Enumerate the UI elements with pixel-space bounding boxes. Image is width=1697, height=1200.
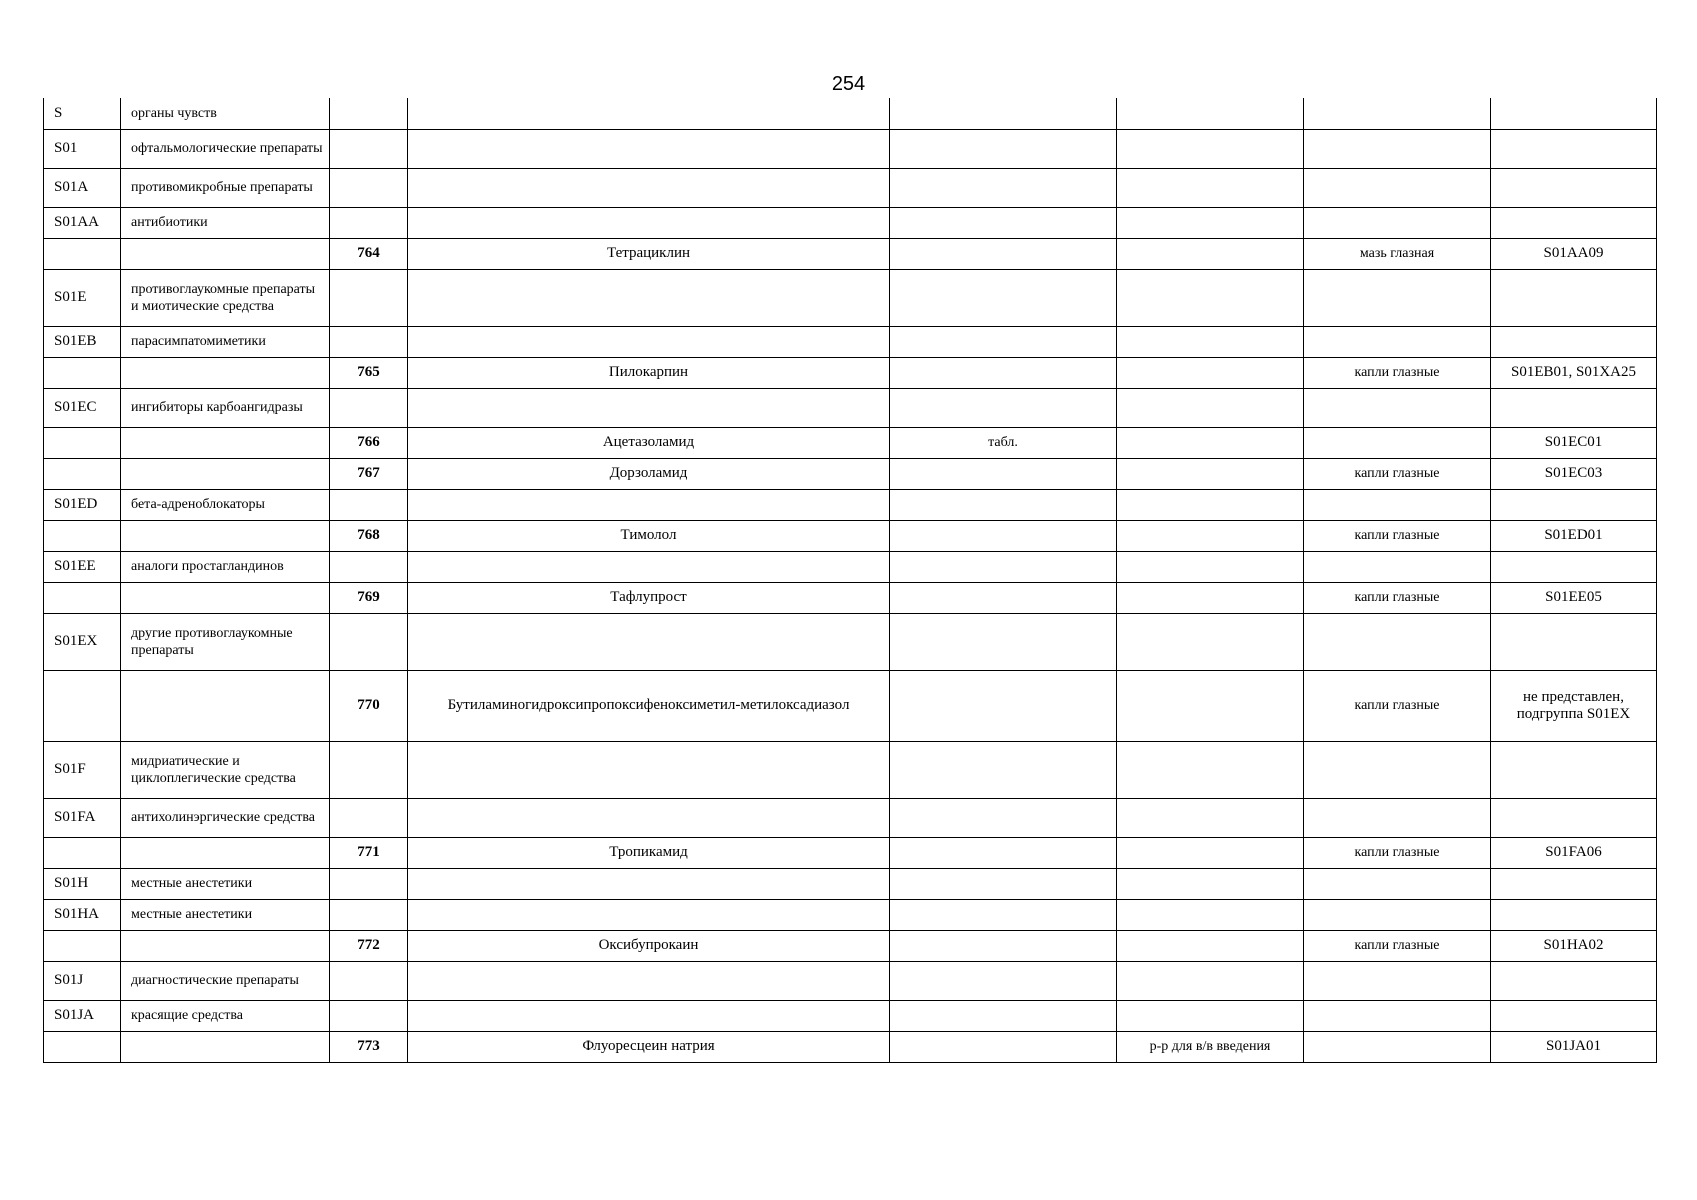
atc-code-cell: S01JA bbox=[44, 1000, 121, 1031]
form-tablets-cell bbox=[890, 837, 1117, 868]
item-number-cell bbox=[330, 326, 408, 357]
form-injection-cell bbox=[1117, 961, 1304, 1000]
atc-reference-cell: не представлен, подгруппа S01EX bbox=[1491, 670, 1657, 741]
drug-name-cell: Пилокарпин bbox=[408, 357, 890, 388]
group-name-cell bbox=[121, 1031, 330, 1062]
form-other-cell bbox=[1304, 899, 1491, 930]
form-injection-cell bbox=[1117, 1000, 1304, 1031]
form-other-cell bbox=[1304, 427, 1491, 458]
table-body bbox=[44, 98, 1657, 1062]
form-tablets-cell bbox=[890, 357, 1117, 388]
form-tablets-cell bbox=[890, 868, 1117, 899]
form-other-cell bbox=[1304, 868, 1491, 899]
group-row bbox=[44, 613, 1657, 670]
atc-reference-cell: S01JA01 bbox=[1491, 1031, 1657, 1062]
form-tablets-cell bbox=[890, 269, 1117, 326]
item-number-cell bbox=[330, 868, 408, 899]
atc-code-cell: S01EX bbox=[44, 613, 121, 670]
form-other-cell bbox=[1304, 269, 1491, 326]
atc-code-cell: S01F bbox=[44, 741, 121, 798]
form-injection-cell bbox=[1117, 388, 1304, 427]
atc-reference-cell bbox=[1491, 551, 1657, 582]
form-other-cell bbox=[1304, 207, 1491, 238]
form-injection-cell bbox=[1117, 613, 1304, 670]
group-row bbox=[44, 269, 1657, 326]
group-name-cell: противоглаукомные препараты и миотические средства bbox=[121, 269, 330, 326]
atc-code-cell: S01AA bbox=[44, 207, 121, 238]
atc-reference-cell bbox=[1491, 489, 1657, 520]
form-injection-cell bbox=[1117, 207, 1304, 238]
drug-name-cell bbox=[408, 168, 890, 207]
form-tablets-cell bbox=[890, 489, 1117, 520]
group-name-cell bbox=[121, 670, 330, 741]
atc-reference-cell bbox=[1491, 326, 1657, 357]
form-injection-cell bbox=[1117, 551, 1304, 582]
drug-row bbox=[44, 837, 1657, 868]
form-tablets-cell bbox=[890, 551, 1117, 582]
form-tablets-cell bbox=[890, 238, 1117, 269]
drug-name-cell bbox=[408, 741, 890, 798]
drug-name-cell: Бутиламиногидроксипропоксифеноксиметил-метилоксадиазол bbox=[408, 670, 890, 741]
atc-code-cell: S01ED bbox=[44, 489, 121, 520]
item-number-cell: 769 bbox=[330, 582, 408, 613]
item-number-cell bbox=[330, 489, 408, 520]
drug-row bbox=[44, 1031, 1657, 1062]
atc-reference-cell bbox=[1491, 868, 1657, 899]
group-name-cell bbox=[121, 837, 330, 868]
atc-reference-cell: S01FA06 bbox=[1491, 837, 1657, 868]
form-injection-cell bbox=[1117, 670, 1304, 741]
item-number-cell bbox=[330, 899, 408, 930]
form-tablets-cell bbox=[890, 930, 1117, 961]
form-tablets-cell bbox=[890, 798, 1117, 837]
atc-code-cell bbox=[44, 238, 121, 269]
form-tablets-cell bbox=[890, 129, 1117, 168]
form-tablets-cell bbox=[890, 458, 1117, 489]
form-injection-cell bbox=[1117, 357, 1304, 388]
atc-code-cell bbox=[44, 1031, 121, 1062]
form-other-cell: капли глазные bbox=[1304, 520, 1491, 551]
group-name-cell bbox=[121, 520, 330, 551]
form-tablets-cell bbox=[890, 1031, 1117, 1062]
atc-code-cell: S bbox=[44, 98, 121, 129]
drug-name-cell bbox=[408, 388, 890, 427]
item-number-cell bbox=[330, 207, 408, 238]
form-other-cell bbox=[1304, 1031, 1491, 1062]
atc-reference-cell bbox=[1491, 269, 1657, 326]
group-row bbox=[44, 129, 1657, 168]
form-other-cell bbox=[1304, 961, 1491, 1000]
form-injection-cell bbox=[1117, 238, 1304, 269]
form-injection-cell bbox=[1117, 899, 1304, 930]
atc-code-cell bbox=[44, 458, 121, 489]
group-name-cell bbox=[121, 458, 330, 489]
form-injection-cell bbox=[1117, 129, 1304, 168]
atc-reference-cell: S01EB01, S01XA25 bbox=[1491, 357, 1657, 388]
drug-row bbox=[44, 520, 1657, 551]
atc-code-cell: S01A bbox=[44, 168, 121, 207]
atc-code-cell: S01EB bbox=[44, 326, 121, 357]
form-injection-cell bbox=[1117, 427, 1304, 458]
drug-name-cell: Ацетазоламид bbox=[408, 427, 890, 458]
drug-row bbox=[44, 582, 1657, 613]
group-name-cell bbox=[121, 238, 330, 269]
form-other-cell: капли глазные bbox=[1304, 670, 1491, 741]
atc-code-cell bbox=[44, 837, 121, 868]
drug-classification-table bbox=[43, 98, 1657, 1063]
drug-name-cell: Тропикамид bbox=[408, 837, 890, 868]
form-other-cell bbox=[1304, 1000, 1491, 1031]
item-number-cell: 771 bbox=[330, 837, 408, 868]
atc-reference-cell: S01ED01 bbox=[1491, 520, 1657, 551]
group-row bbox=[44, 551, 1657, 582]
drug-row bbox=[44, 357, 1657, 388]
group-row bbox=[44, 489, 1657, 520]
atc-code-cell: S01HA bbox=[44, 899, 121, 930]
atc-code-cell bbox=[44, 520, 121, 551]
group-row bbox=[44, 798, 1657, 837]
form-tablets-cell bbox=[890, 899, 1117, 930]
group-name-cell bbox=[121, 357, 330, 388]
group-row bbox=[44, 961, 1657, 1000]
form-tablets-cell bbox=[890, 168, 1117, 207]
drug-name-cell bbox=[408, 489, 890, 520]
item-number-cell: 773 bbox=[330, 1031, 408, 1062]
form-other-cell: капли глазные bbox=[1304, 357, 1491, 388]
item-number-cell bbox=[330, 741, 408, 798]
form-tablets-cell bbox=[890, 613, 1117, 670]
atc-reference-cell bbox=[1491, 388, 1657, 427]
atc-reference-cell: S01EC03 bbox=[1491, 458, 1657, 489]
drug-row bbox=[44, 930, 1657, 961]
atc-reference-cell: S01EE05 bbox=[1491, 582, 1657, 613]
drug-row bbox=[44, 238, 1657, 269]
form-other-cell: мазь глазная bbox=[1304, 238, 1491, 269]
page-number: 254 bbox=[831, 73, 866, 95]
drug-name-cell bbox=[408, 326, 890, 357]
group-name-cell: бета-адреноблокаторы bbox=[121, 489, 330, 520]
group-name-cell: офтальмологические препараты bbox=[121, 129, 330, 168]
item-number-cell: 764 bbox=[330, 238, 408, 269]
atc-reference-cell bbox=[1491, 741, 1657, 798]
form-injection-cell bbox=[1117, 930, 1304, 961]
form-other-cell bbox=[1304, 489, 1491, 520]
item-number-cell: 768 bbox=[330, 520, 408, 551]
atc-reference-cell: S01EC01 bbox=[1491, 427, 1657, 458]
drug-name-cell bbox=[408, 269, 890, 326]
item-number-cell bbox=[330, 1000, 408, 1031]
item-number-cell: 770 bbox=[330, 670, 408, 741]
form-other-cell bbox=[1304, 388, 1491, 427]
form-injection-cell bbox=[1117, 520, 1304, 551]
group-name-cell: аналоги простагландинов bbox=[121, 551, 330, 582]
form-injection-cell bbox=[1117, 868, 1304, 899]
item-number-cell bbox=[330, 798, 408, 837]
form-other-cell: капли глазные bbox=[1304, 837, 1491, 868]
atc-reference-cell: S01HA02 bbox=[1491, 930, 1657, 961]
atc-reference-cell bbox=[1491, 613, 1657, 670]
item-number-cell bbox=[330, 98, 408, 129]
group-name-cell bbox=[121, 930, 330, 961]
group-name-cell: другие противоглаукомные препараты bbox=[121, 613, 330, 670]
form-other-cell bbox=[1304, 168, 1491, 207]
form-injection-cell bbox=[1117, 326, 1304, 357]
item-number-cell bbox=[330, 168, 408, 207]
drug-name-cell: Дорзоламид bbox=[408, 458, 890, 489]
form-tablets-cell bbox=[890, 207, 1117, 238]
atc-code-cell bbox=[44, 357, 121, 388]
group-name-cell: органы чувств bbox=[121, 98, 330, 129]
form-other-cell bbox=[1304, 98, 1491, 129]
form-other-cell bbox=[1304, 613, 1491, 670]
form-injection-cell bbox=[1117, 269, 1304, 326]
form-tablets-cell bbox=[890, 326, 1117, 357]
form-other-cell bbox=[1304, 741, 1491, 798]
group-name-cell: мидриатические и циклоплегические средства bbox=[121, 741, 330, 798]
form-injection-cell bbox=[1117, 489, 1304, 520]
atc-reference-cell bbox=[1491, 961, 1657, 1000]
drug-name-cell bbox=[408, 207, 890, 238]
drug-name-cell: Оксибупрокаин bbox=[408, 930, 890, 961]
form-injection-cell bbox=[1117, 98, 1304, 129]
group-name-cell: антибиотики bbox=[121, 207, 330, 238]
drug-name-cell bbox=[408, 798, 890, 837]
form-other-cell: капли глазные bbox=[1304, 582, 1491, 613]
drug-name-cell: Тимолол bbox=[408, 520, 890, 551]
form-injection-cell bbox=[1117, 741, 1304, 798]
group-name-cell bbox=[121, 427, 330, 458]
form-tablets-cell bbox=[890, 670, 1117, 741]
form-injection-cell: р-р для в/в введения bbox=[1117, 1031, 1304, 1062]
drug-name-cell bbox=[408, 961, 890, 1000]
drug-name-cell bbox=[408, 868, 890, 899]
form-injection-cell bbox=[1117, 837, 1304, 868]
atc-reference-cell bbox=[1491, 899, 1657, 930]
item-number-cell: 767 bbox=[330, 458, 408, 489]
form-injection-cell bbox=[1117, 458, 1304, 489]
drug-row bbox=[44, 458, 1657, 489]
drug-row bbox=[44, 670, 1657, 741]
item-number-cell bbox=[330, 551, 408, 582]
drug-name-cell bbox=[408, 899, 890, 930]
item-number-cell bbox=[330, 269, 408, 326]
atc-code-cell: S01EE bbox=[44, 551, 121, 582]
drug-name-cell: Тафлупрост bbox=[408, 582, 890, 613]
group-name-cell: местные анестетики bbox=[121, 868, 330, 899]
form-tablets-cell: табл. bbox=[890, 427, 1117, 458]
group-name-cell: противомикробные препараты bbox=[121, 168, 330, 207]
form-other-cell: капли глазные bbox=[1304, 458, 1491, 489]
drug-name-cell: Тетрациклин bbox=[408, 238, 890, 269]
atc-code-cell: S01EC bbox=[44, 388, 121, 427]
group-name-cell: ингибиторы карбоангидразы bbox=[121, 388, 330, 427]
atc-code-cell: S01J bbox=[44, 961, 121, 1000]
atc-code-cell: S01H bbox=[44, 868, 121, 899]
drug-name-cell: Флуоресцеин натрия bbox=[408, 1031, 890, 1062]
form-tablets-cell bbox=[890, 741, 1117, 798]
form-other-cell bbox=[1304, 129, 1491, 168]
item-number-cell bbox=[330, 613, 408, 670]
drug-name-cell bbox=[408, 551, 890, 582]
atc-code-cell bbox=[44, 427, 121, 458]
group-row bbox=[44, 1000, 1657, 1031]
form-injection-cell bbox=[1117, 168, 1304, 207]
group-name-cell: диагностические препараты bbox=[121, 961, 330, 1000]
group-row bbox=[44, 899, 1657, 930]
form-other-cell bbox=[1304, 551, 1491, 582]
drug-name-cell bbox=[408, 98, 890, 129]
atc-reference-cell: S01AA09 bbox=[1491, 238, 1657, 269]
atc-code-cell: S01 bbox=[44, 129, 121, 168]
group-row bbox=[44, 868, 1657, 899]
form-other-cell bbox=[1304, 326, 1491, 357]
atc-reference-cell bbox=[1491, 98, 1657, 129]
form-other-cell: капли глазные bbox=[1304, 930, 1491, 961]
form-other-cell bbox=[1304, 798, 1491, 837]
atc-code-cell: S01FA bbox=[44, 798, 121, 837]
atc-reference-cell bbox=[1491, 129, 1657, 168]
form-injection-cell bbox=[1117, 798, 1304, 837]
group-name-cell: парасимпатомиметики bbox=[121, 326, 330, 357]
form-tablets-cell bbox=[890, 98, 1117, 129]
group-row bbox=[44, 98, 1657, 129]
item-number-cell: 772 bbox=[330, 930, 408, 961]
group-row bbox=[44, 388, 1657, 427]
form-tablets-cell bbox=[890, 388, 1117, 427]
drug-row bbox=[44, 427, 1657, 458]
form-tablets-cell bbox=[890, 961, 1117, 1000]
group-row bbox=[44, 326, 1657, 357]
drug-name-cell bbox=[408, 1000, 890, 1031]
group-name-cell bbox=[121, 582, 330, 613]
group-name-cell: местные анестетики bbox=[121, 899, 330, 930]
form-tablets-cell bbox=[890, 582, 1117, 613]
item-number-cell bbox=[330, 388, 408, 427]
atc-reference-cell bbox=[1491, 1000, 1657, 1031]
atc-reference-cell bbox=[1491, 798, 1657, 837]
group-name-cell: красящие средства bbox=[121, 1000, 330, 1031]
group-name-cell: антихолинэргические средства bbox=[121, 798, 330, 837]
atc-reference-cell bbox=[1491, 207, 1657, 238]
atc-code-cell bbox=[44, 930, 121, 961]
item-number-cell: 766 bbox=[330, 427, 408, 458]
form-injection-cell bbox=[1117, 582, 1304, 613]
group-row bbox=[44, 741, 1657, 798]
item-number-cell: 765 bbox=[330, 357, 408, 388]
group-row bbox=[44, 168, 1657, 207]
item-number-cell bbox=[330, 129, 408, 168]
atc-code-cell: S01E bbox=[44, 269, 121, 326]
item-number-cell bbox=[330, 961, 408, 1000]
atc-reference-cell bbox=[1491, 168, 1657, 207]
form-tablets-cell bbox=[890, 1000, 1117, 1031]
drug-name-cell bbox=[408, 129, 890, 168]
drug-name-cell bbox=[408, 613, 890, 670]
atc-code-cell bbox=[44, 670, 121, 741]
atc-code-cell bbox=[44, 582, 121, 613]
form-tablets-cell bbox=[890, 520, 1117, 551]
group-row bbox=[44, 207, 1657, 238]
